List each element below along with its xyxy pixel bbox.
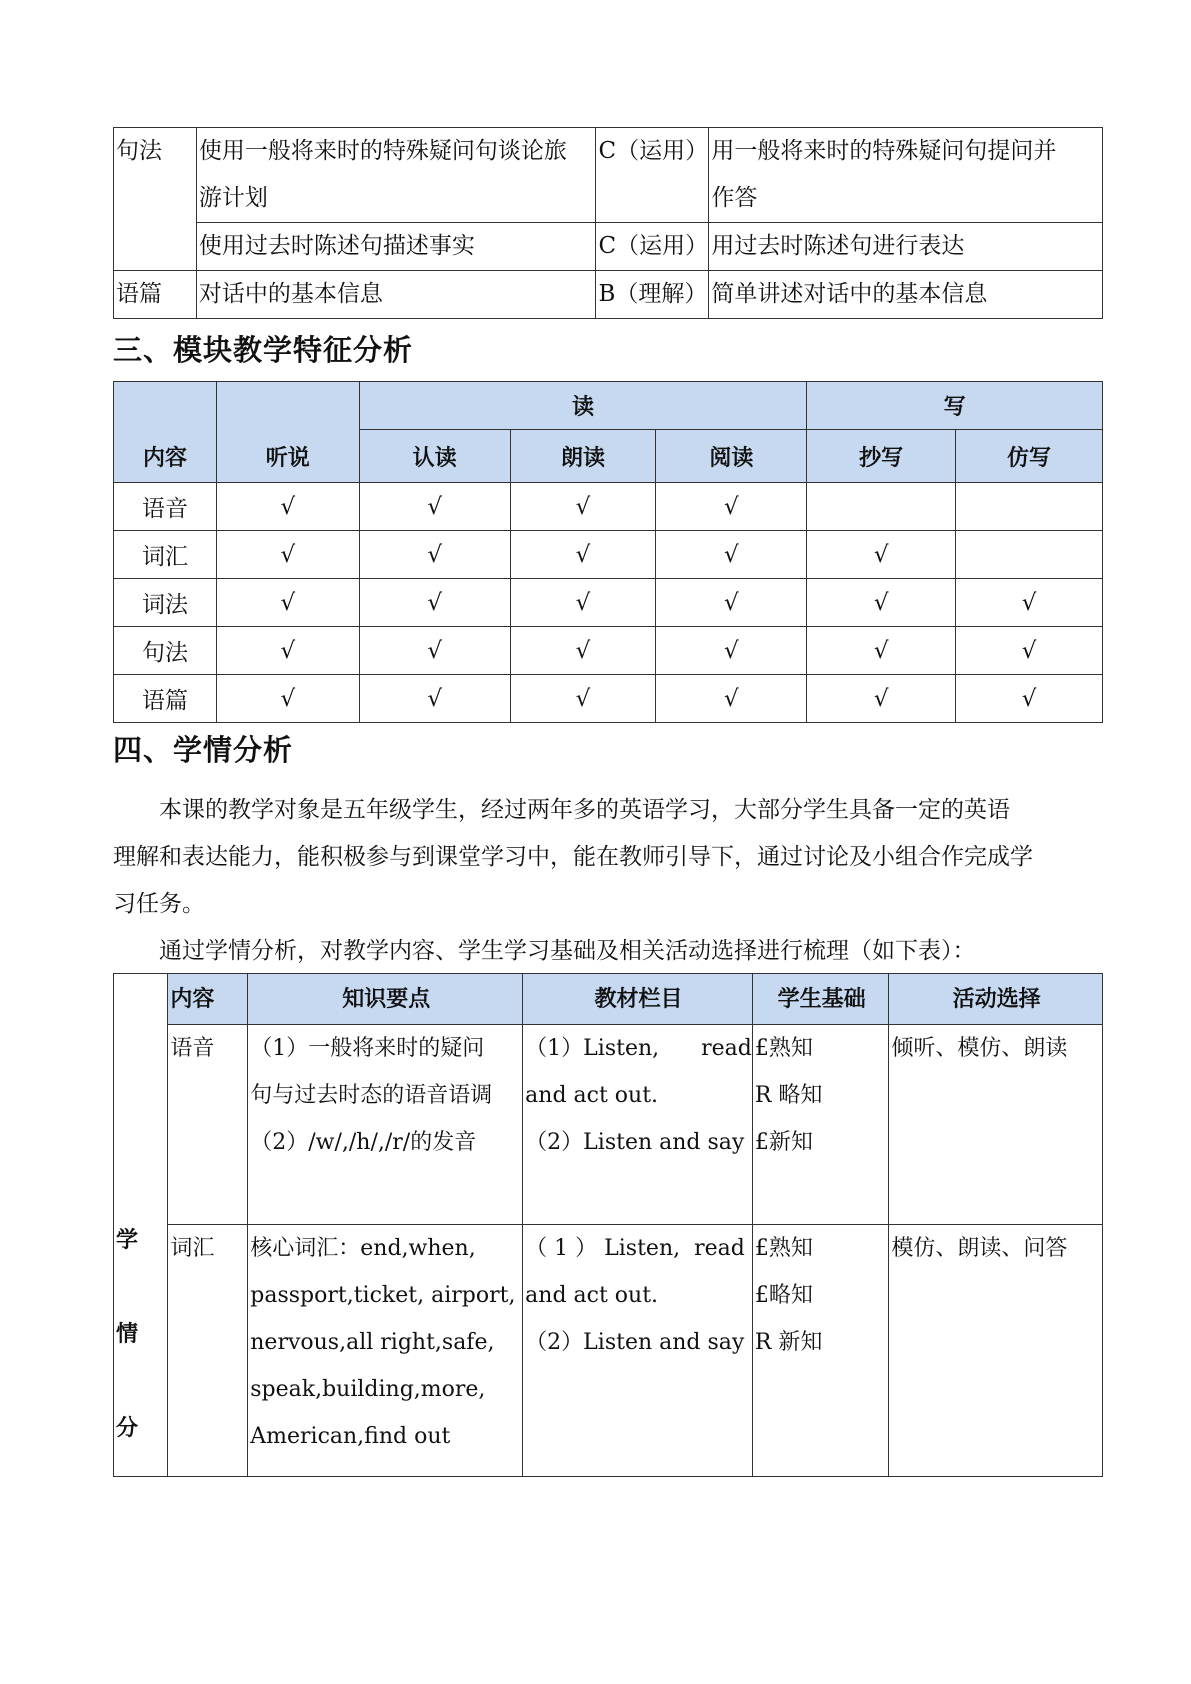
row-label: 语篇 — [114, 675, 217, 723]
check-cell: √ — [510, 675, 656, 723]
line: £熟知 — [754, 1236, 813, 1262]
paragraph-line: 理解和表达能力，能积极参与到课堂学习中，能在教师引导下，通过讨论及小组合作完成学 — [113, 844, 1033, 870]
line: and act out. — [525, 1083, 659, 1109]
check-cell: √ — [807, 675, 956, 723]
header-content: 内容 — [114, 382, 217, 483]
check-cell: √ — [216, 675, 359, 723]
table-row — [114, 531, 1103, 579]
section-3-heading: 三、模块教学特征分析 — [113, 333, 414, 367]
content-cell: 使用一般将来时的特殊疑问句谈论旅 游计划 — [196, 128, 596, 223]
check-cell: √ — [510, 627, 656, 675]
objectives-table — [113, 127, 1103, 319]
area-cell: 语篇 — [114, 271, 197, 319]
check-cell: √ — [656, 675, 807, 723]
target-cell: 用一般将来时的特殊疑问句提问并 作答 — [709, 128, 1103, 223]
table-row — [114, 223, 1103, 271]
line: （2）/w/,/h/,/r/的发音 — [250, 1130, 477, 1156]
target-cell: 简单讲述对话中的基本信息 — [709, 271, 1103, 319]
line: （1）Listen, read — [525, 1036, 752, 1062]
line: speak,building,more, — [250, 1377, 486, 1403]
header-activity: 活动选择 — [889, 974, 1103, 1025]
header-content: 内容 — [168, 974, 248, 1025]
paragraph-intro: 通过学情分析，对教学内容、学生学习基础及相关活动选择进行梳理（如下表）： — [159, 938, 976, 964]
paragraph-line: 本课的教学对象是五年级学生，经过两年多的英语学习，大部分学生具备一定的英语 — [159, 797, 1010, 823]
line: （2）Listen and say — [525, 1330, 745, 1356]
row-label: 词汇 — [114, 531, 217, 579]
header-row — [114, 382, 1103, 430]
header-section: 教材栏目 — [523, 974, 753, 1025]
header-listen-speak: 听说 — [216, 382, 359, 483]
basis-cell — [752, 1225, 889, 1477]
line: （1）一般将来时的疑问 — [250, 1036, 485, 1062]
paragraph-learners — [113, 787, 1103, 928]
side-label — [114, 974, 168, 1477]
content-cell: 对话中的基本信息 — [196, 271, 596, 319]
row-label: 句法 — [114, 627, 217, 675]
table-row — [114, 627, 1103, 675]
table-row — [114, 579, 1103, 627]
check-cell: √ — [216, 483, 359, 531]
area-cell: 句法 — [114, 128, 197, 271]
header-row — [114, 974, 1103, 1025]
header-write: 写 — [807, 382, 1103, 430]
check-cell: √ — [359, 531, 510, 579]
check-cell: √ — [216, 579, 359, 627]
target-cell: 用过去时陈述句进行表达 — [709, 223, 1103, 271]
analysis-table — [113, 973, 1103, 1477]
check-cell: √ — [510, 579, 656, 627]
check-cell: √ — [656, 531, 807, 579]
check-cell: √ — [656, 483, 807, 531]
check-cell: √ — [956, 627, 1103, 675]
activity-cell: 倾听、模仿、朗读 — [889, 1025, 1103, 1225]
activity-cell: 模仿、朗读、问答 — [889, 1225, 1103, 1477]
line: （ 1 ） Listen, read — [525, 1236, 745, 1262]
feature-table — [113, 381, 1103, 723]
line: （2）Listen and say — [525, 1130, 745, 1156]
check-cell: √ — [359, 675, 510, 723]
table-row — [114, 1025, 1103, 1225]
table-row — [114, 483, 1103, 531]
side-char: 分 — [116, 1416, 139, 1441]
line: £新知 — [754, 1130, 813, 1156]
table-row — [114, 1225, 1103, 1477]
check-cell — [956, 483, 1103, 531]
check-cell: √ — [656, 579, 807, 627]
check-cell: √ — [216, 627, 359, 675]
header-basis: 学生基础 — [752, 974, 889, 1025]
check-cell: √ — [956, 579, 1103, 627]
section-cell — [523, 1225, 753, 1477]
header-read: 读 — [359, 382, 807, 430]
check-cell: √ — [359, 627, 510, 675]
table-row — [114, 128, 1103, 223]
header-knowledge: 知识要点 — [248, 974, 523, 1025]
knowledge-cell — [248, 1025, 523, 1225]
check-cell: √ — [656, 627, 807, 675]
line: £略知 — [754, 1283, 813, 1309]
content-cell: 使用过去时陈述句描述事实 — [196, 223, 596, 271]
side-char: 情 — [116, 1322, 139, 1347]
line: and act out. — [525, 1283, 659, 1309]
check-cell: √ — [807, 579, 956, 627]
check-cell: √ — [216, 531, 359, 579]
line: R 新知 — [754, 1330, 823, 1356]
check-cell: √ — [510, 531, 656, 579]
check-cell: √ — [359, 483, 510, 531]
check-cell: √ — [807, 531, 956, 579]
check-cell — [956, 531, 1103, 579]
row-label: 语音 — [114, 483, 217, 531]
row-label: 词法 — [114, 579, 217, 627]
section-cell — [523, 1025, 753, 1225]
content-cell: 词汇 — [168, 1225, 248, 1477]
level-cell: B（理解） — [596, 271, 709, 319]
header-copy: 抄写 — [807, 430, 956, 483]
side-char: 学 — [116, 1228, 139, 1253]
level-cell: C（运用） — [596, 128, 709, 223]
line: R 略知 — [754, 1083, 823, 1109]
check-cell: √ — [359, 579, 510, 627]
section-4-heading: 四、学情分析 — [113, 733, 294, 767]
check-cell — [807, 483, 956, 531]
line: £熟知 — [754, 1036, 813, 1062]
check-cell: √ — [510, 483, 656, 531]
line: American,find out — [250, 1424, 451, 1450]
content-cell: 语音 — [168, 1025, 248, 1225]
level-cell: C（运用） — [596, 223, 709, 271]
header-read-aloud: 朗读 — [510, 430, 656, 483]
knowledge-cell — [248, 1225, 523, 1477]
check-cell: √ — [807, 627, 956, 675]
line: nervous,all right,safe, — [250, 1330, 495, 1356]
header-imitate: 仿写 — [956, 430, 1103, 483]
header-reading: 阅读 — [656, 430, 807, 483]
line: passport,ticket, airport, — [250, 1283, 516, 1309]
table-row — [114, 271, 1103, 319]
check-cell: √ — [956, 675, 1103, 723]
line: 核心词汇：end,when, — [250, 1236, 476, 1262]
basis-cell — [752, 1025, 889, 1225]
header-recognize: 认读 — [359, 430, 510, 483]
paragraph-line: 习任务。 — [113, 891, 205, 917]
table-row — [114, 675, 1103, 723]
line: 句与过去时态的语音语调 — [250, 1083, 493, 1109]
